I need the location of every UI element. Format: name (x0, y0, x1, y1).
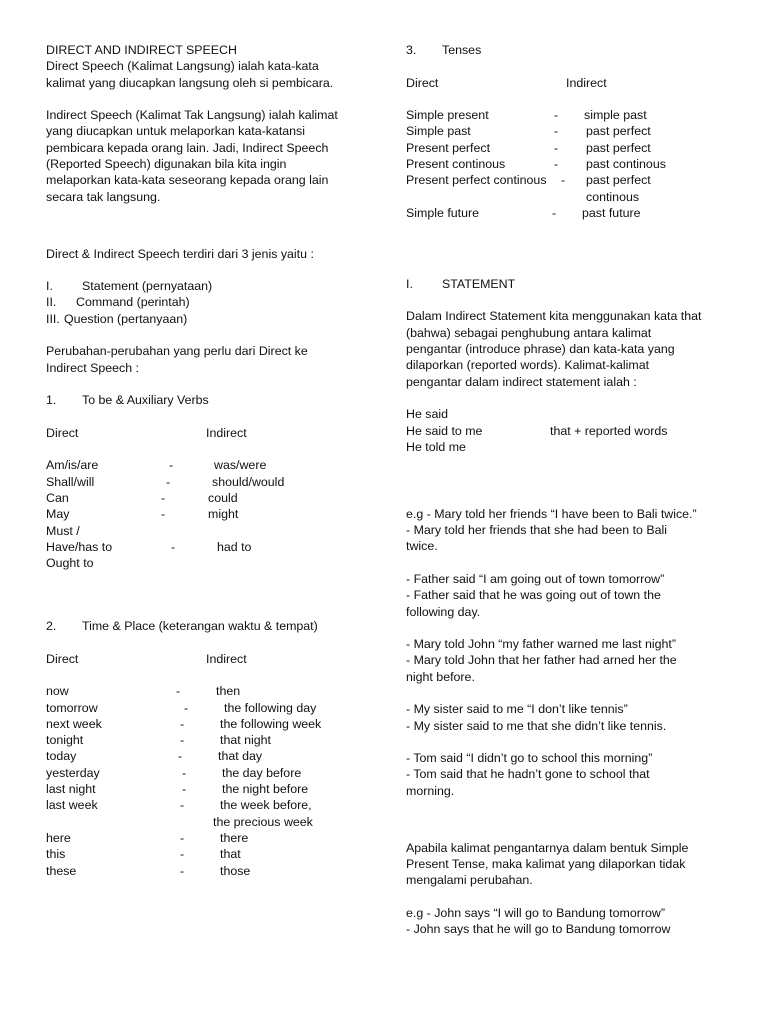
direct-term: May (46, 507, 70, 522)
indirect-term: the day before (222, 765, 302, 780)
direct-definition-line-2: kalimat yang diucapkan langsung oleh si pembicara. (46, 75, 334, 90)
section-1-table (46, 457, 366, 571)
last-example-indirect: - John says that he will go to Bandung tomorrow (406, 922, 671, 937)
dash: - (180, 798, 185, 813)
direct-term: Am/is/are (46, 458, 99, 473)
types-intro: Direct & Indirect Speech terdiri dari 3 jenis yaitu : (46, 246, 314, 261)
formula: that + reported words (550, 423, 668, 438)
example-indirect: - Mary told John that her father had arned her the (406, 653, 677, 668)
type-num: II. (46, 295, 57, 310)
section-2-table (46, 683, 366, 879)
example-direct: e.g - Mary told her friends “I have been to Bali twice.” (406, 506, 697, 521)
dash: - (169, 458, 174, 473)
indirect-definition-line: yang diucapkan untuk melaporkan kata-katansi (46, 124, 305, 139)
section-number: 2. (46, 619, 57, 634)
type-num: III. (46, 311, 60, 326)
indirect-term: the following week (220, 716, 322, 731)
example-direct: - My sister said to me “I don’t like tennis” (406, 702, 628, 717)
indirect-term: those (220, 863, 251, 878)
changes-intro-line-2: Indirect Speech : (46, 360, 139, 375)
example-direct: - Tom said “I didn’t go to school this morning” (406, 751, 653, 766)
col-indirect-label: Indirect (566, 75, 607, 90)
indirect-term: was/were (214, 458, 267, 473)
indirect-term: continous (586, 189, 640, 204)
dash: - (554, 140, 559, 155)
direct-term: now (46, 684, 69, 699)
note-line: Present Tense, maka kalimat yang dilaporkan tidak (406, 856, 686, 871)
dash: - (552, 205, 557, 220)
dash: - (561, 173, 566, 188)
indirect-term: that day (218, 749, 263, 764)
dash: - (180, 830, 185, 845)
direct-term: these (46, 863, 77, 878)
table-row (406, 123, 736, 139)
paragraph-line: dilaporkan (reported words). Kalimat-kalimat (406, 358, 650, 373)
direct-term: next week (46, 716, 102, 731)
section-title: STATEMENT (442, 276, 516, 291)
intro-phrase: He said to me (406, 423, 483, 438)
note-line: mengalami perubahan. (406, 873, 533, 888)
indirect-definition-line: pembicara kepada orang lain. Jadi, Indirect Speech (46, 140, 329, 155)
direct-term: Ought to (46, 556, 94, 571)
direct-term: Can (46, 491, 69, 506)
direct-term: Simple past (406, 124, 471, 139)
section-title: Time & Place (keterangan waktu & tempat) (82, 619, 318, 634)
section-number: I. (406, 276, 413, 291)
table-row (46, 539, 366, 555)
table-row (46, 457, 366, 473)
example-indirect-cont: morning. (406, 783, 455, 798)
table-row (406, 172, 736, 188)
direct-term: tomorrow (46, 700, 98, 715)
example-block (406, 750, 736, 799)
last-example-direct: e.g - John says “I will go to Bandung tomorrow” (406, 905, 665, 920)
table-row (46, 748, 366, 764)
example-indirect: - My sister said to me that she didn’t like tennis. (406, 718, 667, 733)
indirect-term: the precious week (213, 814, 313, 829)
direct-term: Present perfect continous (406, 173, 547, 188)
dash: - (171, 539, 176, 554)
indirect-term: past future (582, 205, 641, 220)
direct-term: today (46, 749, 77, 764)
intro-phrases (406, 406, 736, 455)
dash: - (178, 749, 183, 764)
type-label: Question (pertanyaan) (64, 311, 188, 326)
type-num: I. (46, 279, 53, 294)
paragraph-line: Dalam Indirect Statement kita menggunakan kata that (406, 309, 702, 324)
indirect-term: the week before, (220, 798, 312, 813)
col-direct-label: Direct (46, 425, 79, 440)
table-row (46, 700, 366, 716)
right-column (406, 42, 736, 937)
dash: - (176, 684, 181, 699)
section-title: To be & Auxiliary Verbs (82, 393, 209, 408)
table-row (46, 555, 366, 571)
dash: - (554, 157, 559, 172)
dash: - (554, 124, 559, 139)
direct-term: yesterday (46, 765, 100, 780)
table-row (46, 506, 366, 522)
indirect-term: past perfect (586, 140, 651, 155)
table-row (46, 830, 366, 846)
col-direct-label: Direct (46, 651, 79, 666)
direct-term: last night (46, 782, 96, 797)
example-block (406, 701, 736, 734)
section-3-heading (406, 42, 736, 58)
direct-term: this (46, 847, 66, 862)
example-indirect-cont: night before. (406, 669, 475, 684)
present-tense-note (406, 840, 736, 889)
table-row (46, 814, 366, 830)
indirect-definition (46, 107, 366, 205)
indirect-term: the following day (224, 700, 317, 715)
section-number: 3. (406, 43, 417, 57)
example-indirect-cont: following day. (406, 604, 481, 619)
table-row (406, 107, 736, 123)
table-row (406, 156, 736, 172)
document-title: DIRECT AND INDIRECT SPEECH (46, 43, 237, 57)
direct-term: Present continous (406, 157, 506, 172)
note-line: Apabila kalimat pengantarnya dalam bentuk Simple (406, 840, 689, 855)
section-2-heading (46, 618, 366, 634)
type-item (46, 311, 366, 327)
dash: - (554, 108, 559, 123)
dash: - (180, 733, 185, 748)
type-label: Command (perintah) (76, 295, 190, 310)
dash: - (182, 765, 187, 780)
intro-phrase: He told me (406, 439, 466, 454)
example-direct: - Father said “I am going out of town tomorrow” (406, 571, 665, 586)
direct-term: last week (46, 798, 98, 813)
section-2-header-row (46, 651, 366, 667)
example-block (406, 571, 736, 620)
indirect-term: past perfect (586, 173, 651, 188)
example-indirect: - Mary told her friends that she had been to Bali (406, 523, 668, 538)
dash: - (166, 474, 171, 489)
statement-paragraph (406, 308, 736, 389)
section-3-table (406, 107, 736, 221)
dash: - (184, 700, 189, 715)
direct-term: Must / (46, 523, 80, 538)
dash: - (180, 716, 185, 731)
col-indirect-label: Indirect (206, 651, 247, 666)
indirect-definition-line: (Reported Speech) digunakan bila kita ingin (46, 157, 287, 172)
table-row (46, 863, 366, 879)
example-indirect: - Father said that he was going out of town the (406, 588, 661, 603)
indirect-term: then (216, 684, 241, 699)
indirect-term: past perfect (586, 124, 651, 139)
direct-definition-line-1: Direct Speech (Kalimat Langsung) ialah kata-kata (46, 59, 319, 74)
types-list (46, 278, 366, 327)
direct-term: Shall/will (46, 474, 95, 489)
table-row (46, 490, 366, 506)
intro-phrase: He said (406, 407, 449, 422)
indirect-term: past continous (586, 157, 666, 172)
direct-term: here (46, 830, 71, 845)
table-row (46, 683, 366, 699)
example-direct: - Mary told John “my father warned me last night” (406, 637, 676, 652)
dash: - (161, 491, 166, 506)
direct-term: Present perfect (406, 140, 491, 155)
example-indirect: - Tom said that he hadn’t gone to school that (406, 767, 650, 782)
table-row (46, 765, 366, 781)
direct-term: Have/has to (46, 539, 113, 554)
table-row (46, 716, 366, 732)
example-block (406, 636, 736, 685)
direct-term: Simple future (406, 205, 480, 220)
indirect-term: that (220, 847, 241, 862)
table-row (406, 140, 736, 156)
indirect-term: could (208, 491, 238, 506)
paragraph-line: pengantar (introduce phrase) dan kata-kata yang (406, 342, 675, 357)
indirect-term: simple past (584, 108, 647, 123)
example-block (406, 506, 736, 555)
section-title: Tenses (442, 43, 482, 57)
indirect-term: might (208, 507, 239, 522)
section-3-header-row (406, 75, 736, 91)
table-row (46, 474, 366, 490)
statement-heading (406, 276, 736, 292)
changes-intro-line-1: Perubahan-perubahan yang perlu dari Direct ke (46, 344, 308, 359)
table-row (46, 523, 366, 539)
section-1-header-row (46, 425, 366, 441)
paragraph-line: pengantar dalam indirect statement ialah : (406, 374, 637, 389)
example-indirect-cont: twice. (406, 539, 438, 554)
indirect-definition-line: secara tak langsung. (46, 189, 161, 204)
indirect-definition-line: melaporkan kata-kata seseorang kepada orang lain (46, 173, 329, 188)
indirect-term: there (220, 830, 249, 845)
indirect-term: that night (220, 733, 271, 748)
direct-term: Simple present (406, 108, 489, 123)
type-label: Statement (pernyataan) (82, 279, 213, 294)
table-row (406, 189, 736, 205)
indirect-definition-line: Indirect Speech (Kalimat Tak Langsung) ialah kalimat (46, 108, 338, 123)
table-row (46, 846, 366, 862)
indirect-term: the night before (222, 782, 309, 797)
table-row (46, 781, 366, 797)
table-row (406, 205, 736, 221)
direct-term: tonight (46, 733, 84, 748)
col-indirect-label: Indirect (206, 425, 247, 440)
left-column (46, 42, 366, 879)
dash: - (182, 782, 187, 797)
section-1-heading (46, 392, 366, 408)
col-direct-label: Direct (406, 75, 439, 90)
dash: - (161, 507, 166, 522)
indirect-term: should/would (212, 474, 285, 489)
dash: - (180, 863, 185, 878)
paragraph-line: (bahwa) sebagai penghubung antara kalimat (406, 325, 652, 340)
type-item (46, 278, 366, 294)
table-row (46, 797, 366, 813)
type-item (46, 294, 366, 310)
dash: - (180, 847, 185, 862)
section-number: 1. (46, 393, 57, 408)
indirect-term: had to (217, 539, 252, 554)
table-row (46, 732, 366, 748)
